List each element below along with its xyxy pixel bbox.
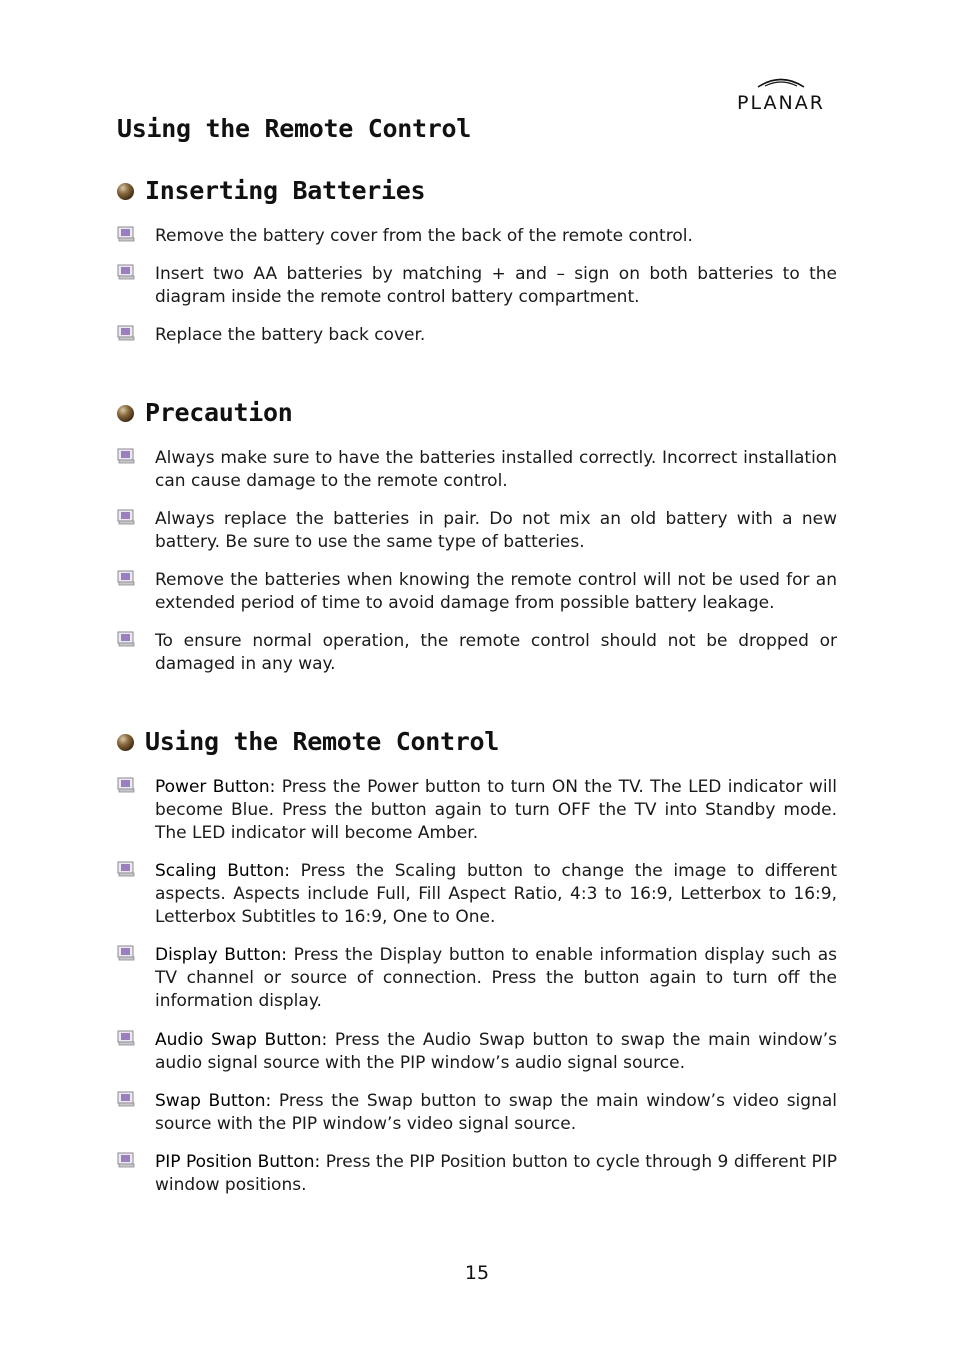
monitor-bullet-icon <box>117 1152 135 1168</box>
list-item-text <box>155 860 837 929</box>
monitor-bullet-icon <box>117 264 135 280</box>
section-heading-text: Using the Remote Control <box>145 727 500 756</box>
page-title: Using the Remote Control <box>117 114 472 143</box>
list-item-text: Remove the batteries when knowing the remote control will not be used for an extended period of time to avoid damage from possible battery leakage. <box>155 570 837 613</box>
sphere-bullet-icon <box>117 734 134 751</box>
page-number: 15 <box>464 1262 490 1284</box>
item-lead: PIP Position Button: <box>155 1152 321 1172</box>
list-item-text <box>155 776 837 845</box>
item-body: Press the Display button to enable information display such as TV channel or source of connection. Press the button again to turn off the information display. <box>155 945 837 1011</box>
planar-logo <box>722 76 840 116</box>
item-body: Press the Swap button to swap the main window’s video signal source with the PIP window’s video signal source. <box>155 1091 837 1134</box>
item-body: Press the PIP Position button to cycle through 9 different PIP window positions. <box>155 1152 837 1195</box>
monitor-bullet-icon <box>117 945 135 961</box>
section-heading-text: Precaution <box>145 398 293 427</box>
item-body: Press the Power button to turn ON the TV. The LED indicator will become Blue. Press the button again to turn OFF the TV into Standby mode. The LED indicator will become Amber. <box>155 777 837 843</box>
monitor-bullet-icon <box>117 777 135 793</box>
list-item-text: Always make sure to have the batteries installed correctly. Incorrect installation can cause damage to the remote control. <box>155 448 837 491</box>
monitor-bullet-icon <box>117 448 135 464</box>
monitor-bullet-icon <box>117 1091 135 1107</box>
list-item-text <box>155 1029 837 1075</box>
item-lead: Audio Swap Button: <box>155 1030 328 1050</box>
list-item-text: To ensure normal operation, the remote control should not be dropped or damaged in any way. <box>155 631 837 674</box>
logo-swoosh-icon <box>756 76 806 90</box>
monitor-bullet-icon <box>117 226 135 242</box>
list-item-text <box>155 1151 837 1197</box>
list-item-text: Replace the battery back cover. <box>155 325 426 345</box>
logo-text: PLANAR <box>737 92 825 114</box>
list-item-text <box>155 1090 837 1136</box>
list-item-text: Always replace the batteries in pair. Do not mix an old battery with a new battery. Be sure to use the same type of batteries. <box>155 509 837 552</box>
item-lead: Scaling Button: <box>155 861 290 881</box>
list-item-text: Insert two AA batteries by matching + and – sign on both batteries to the diagram inside the remote control battery compartment. <box>155 264 837 307</box>
item-body: Press the Audio Swap button to swap the main window’s audio signal source with the PIP window’s audio signal source. <box>155 1030 838 1073</box>
item-lead: Display Button: <box>155 945 287 965</box>
monitor-bullet-icon <box>117 509 135 525</box>
monitor-bullet-icon <box>117 325 135 341</box>
sphere-bullet-icon <box>117 183 134 200</box>
list-item-text: Remove the battery cover from the back of the remote control. <box>155 226 693 246</box>
monitor-bullet-icon <box>117 631 135 647</box>
monitor-bullet-icon <box>117 1030 135 1046</box>
monitor-bullet-icon <box>117 570 135 586</box>
item-lead: Swap Button: <box>155 1091 272 1111</box>
list-item-text <box>155 944 837 1013</box>
sphere-bullet-icon <box>117 405 134 422</box>
item-lead: Power Button: <box>155 777 276 797</box>
monitor-bullet-icon <box>117 861 135 877</box>
item-body: Press the Scaling button to change the image to different aspects. Aspects include Full, Fill Aspect Ratio, 4:3 to 16:9, Letterbox to 16:9, Letterbox Subtitles to 16:9, One to One. <box>155 861 837 927</box>
section-heading-text: Inserting Batteries <box>145 176 426 205</box>
